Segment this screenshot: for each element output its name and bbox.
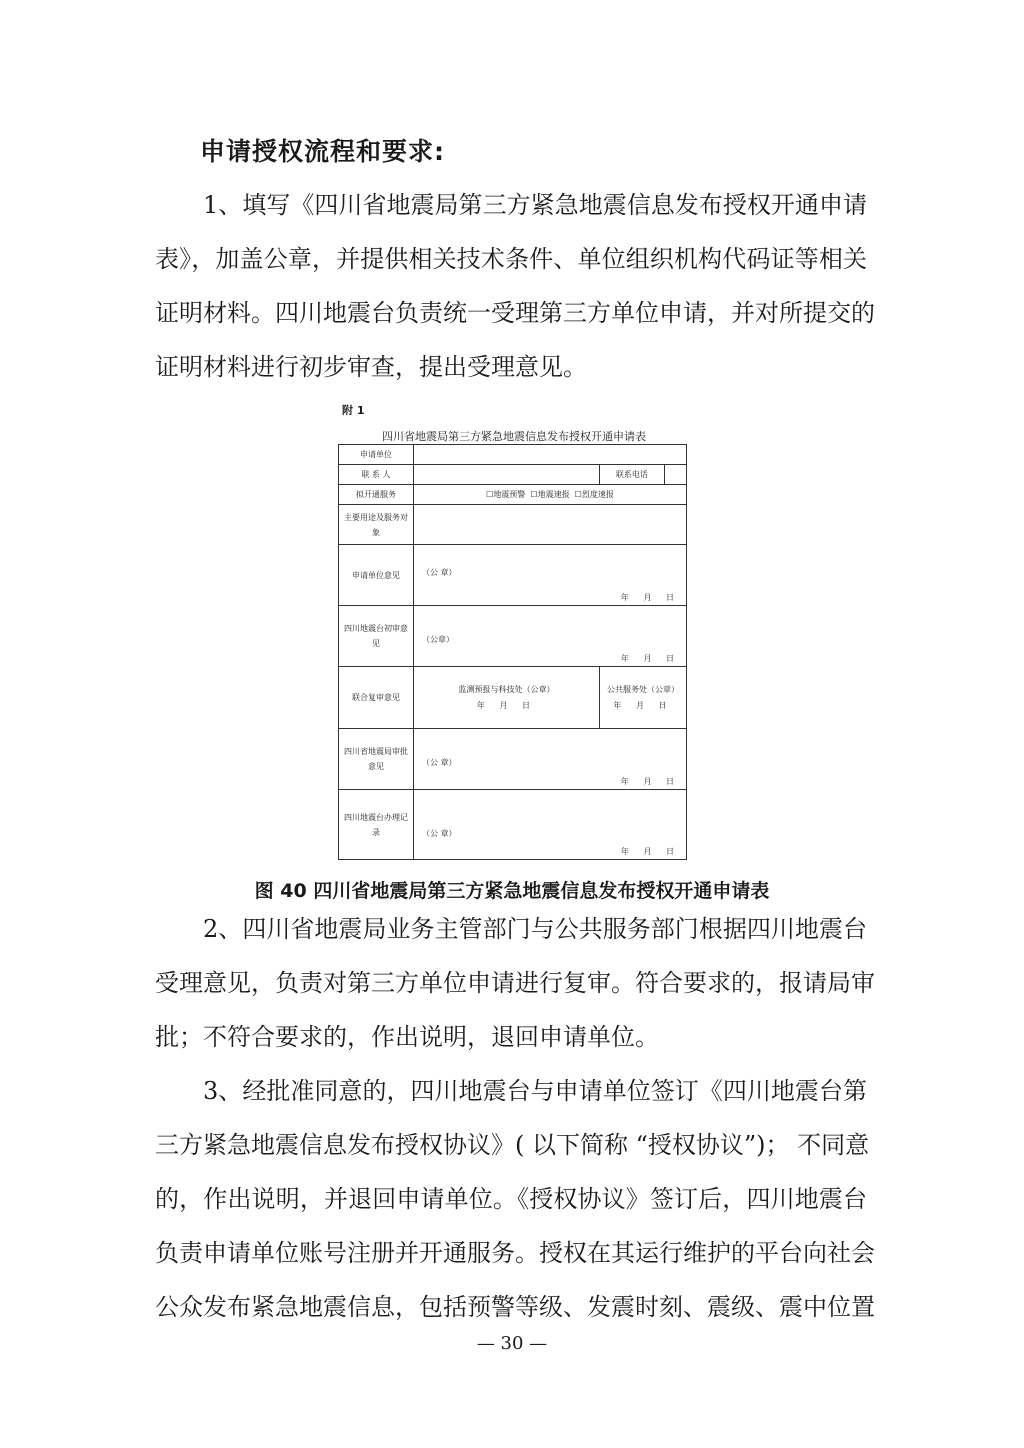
form-label-service: 拟开通服务 (339, 485, 414, 505)
page-number: — 30 — (476, 1333, 548, 1354)
checkbox-option: ☐地震预警 (486, 490, 526, 499)
form-field-applicant (414, 445, 687, 465)
form-field-approval (414, 729, 687, 790)
figure-caption: 图 40 四川省地震局第三方紧急地震信息发布授权开通申请表 (254, 880, 770, 902)
paragraph-line: 公众发布紧急地震信息，包括预警等级、发震时刻、震级、震中位置 (155, 1293, 875, 1321)
paragraph-line: 受理意见，负责对第三方单位申请进行复审。符合要求的，报请局审 (155, 969, 875, 997)
paragraph-line: 的，作出说明，并退回申请单位。《授权协议》签订后，四川地震台 (155, 1185, 867, 1213)
date-text: 年 月 日 (620, 593, 680, 602)
form-field-service (414, 485, 687, 505)
form-field-phone (664, 465, 686, 485)
seal-text: （公 章） (422, 758, 457, 767)
form-label-contact: 联 系 人 (339, 465, 414, 485)
paragraph-1 (155, 178, 875, 394)
form-label-record: 四川地震台办理记录 (339, 790, 414, 860)
paragraph-2 (155, 902, 875, 1064)
section-heading: 申请授权流程和要求: (200, 137, 445, 166)
paragraph-line: 批；不符合要求的，作出说明，退回申请单位。 (155, 1023, 659, 1051)
form-label-applicant: 申请单位 (339, 445, 414, 465)
form-label-applicant-opinion: 申请单位意见 (339, 545, 414, 606)
seal-text: （公 章） (422, 568, 457, 577)
form-field-dept2 (599, 667, 686, 729)
form-label-joint-review: 联合复审意见 (339, 667, 414, 729)
form-title: 四川省地震局第三方紧急地震信息发布授权开通申请表 (382, 430, 646, 443)
dept-seal-label: 公共服务处（公章） (606, 684, 679, 694)
form-field-contact (414, 465, 600, 485)
paragraph-line: 2、四川省地震局业务主管部门与公共服务部门根据四川地震台 (203, 915, 867, 943)
form-field-dept1 (414, 667, 600, 729)
form-label-approval: 四川省地震局审批意见 (339, 729, 414, 790)
seal-text: （公 章） (422, 829, 457, 838)
date-text: 年 月 日 (620, 777, 680, 786)
attachment-label: 附 1 (342, 404, 365, 417)
form-field-purpose (414, 505, 687, 545)
paragraph-line: 负责申请单位账号注册并开通服务。授权在其运行维护的平台向社会 (155, 1239, 875, 1267)
date-text: 年 月 日 (620, 654, 680, 663)
paragraph-line: 3、经批准同意的，四川地震台与申请单位签订《四川地震台第 (203, 1077, 867, 1105)
paragraph-line: 1、填写《四川省地震局第三方紧急地震信息发布授权开通申请 (203, 191, 867, 219)
checkbox-option: ☐烈度速报 (574, 490, 614, 499)
form-label-phone: 联系电话 (599, 465, 664, 485)
seal-text: （公章） (422, 635, 454, 644)
checkbox-option: ☐地震速报 (530, 490, 570, 499)
paragraph-line: 证明材料进行初步审查，提出受理意见。 (155, 353, 587, 381)
paragraph-line: 表》，加盖公章，并提供相关技术条件、单位组织机构代码证等相关 (155, 245, 867, 273)
form-label-initial-review: 四川地震台初审意见 (339, 606, 414, 667)
date-text: 年 月 日 (613, 700, 673, 710)
date-text: 年 月 日 (476, 700, 536, 710)
form-label-purpose: 主要用途及服务对象 (339, 505, 414, 545)
form-field-initial-review (414, 606, 687, 667)
form-field-applicant-opinion (414, 545, 687, 606)
paragraph-line: 三方紧急地震信息发布授权协议》( 以下简称 “授权协议”)； 不同意 (155, 1131, 870, 1159)
paragraph-3 (155, 1064, 875, 1334)
date-text: 年 月 日 (620, 847, 680, 856)
paragraph-line: 证明材料。四川地震台负责统一受理第三方单位申请，并对所提交的 (155, 299, 875, 327)
form-field-record (414, 790, 687, 860)
dept-seal-label: 监测预报与科技处（公章） (458, 684, 555, 694)
application-form-table (338, 444, 687, 860)
